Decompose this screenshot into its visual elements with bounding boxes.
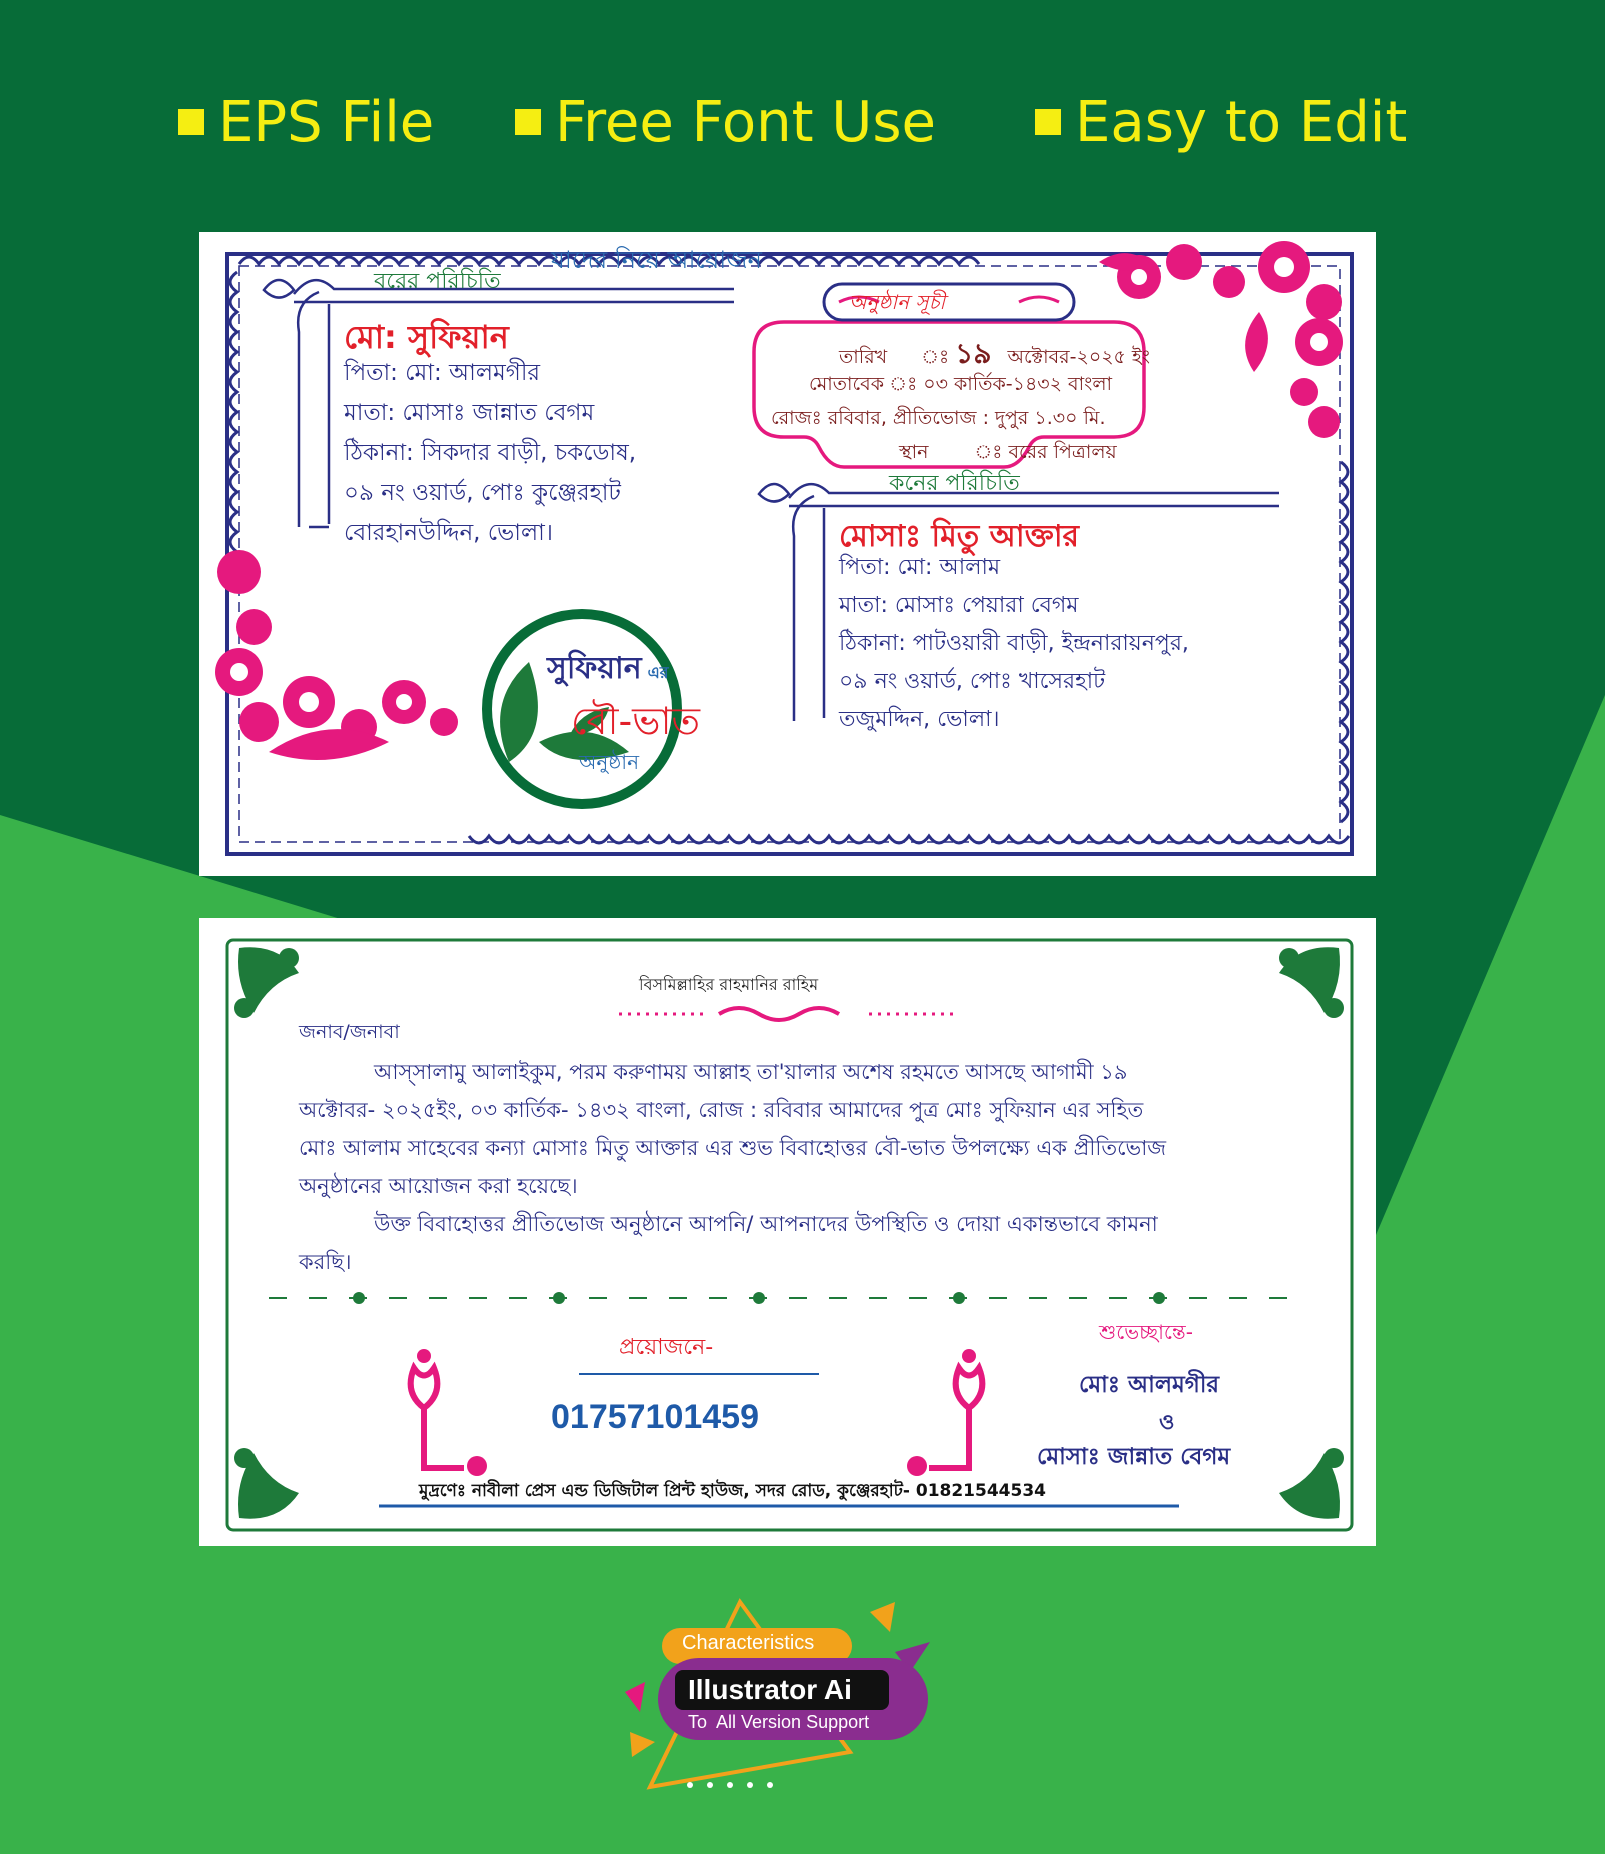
groom-address-2: ০৯ নং ওয়ার্ড, পোঃ কুঞ্জেরহাট xyxy=(344,480,621,506)
body-line-3: মোঃ আলাম সাহেবের কন্যা মোসাঃ মিতু আক্তার এর শুভ বিবাহোত্তর বৌ-ভাত উপলক্ষ্যে এক প্রীতিভোজ xyxy=(299,1136,1167,1160)
characteristics-badge xyxy=(620,1592,960,1802)
card-heading: যাদের নিয়ে আয়োজন xyxy=(551,246,763,274)
invitation-card-front xyxy=(199,232,1376,876)
schedule-date-row: তারিখ ঃ ১৯ অক্টোবর-২০২৫ ইং xyxy=(839,337,1150,370)
contact-phone: 01757101459 xyxy=(551,1398,760,1436)
emblem-subtitle: অনুষ্ঠান xyxy=(579,750,640,774)
body-line-6: করছি। xyxy=(299,1250,352,1274)
bride-address-2: ০৯ নং ওয়ার্ড, পোঃ খাসেরহাট xyxy=(839,669,1106,694)
schedule-day-time: রোজঃ রবিবার, প্রীতিভোজ : দুপুর ১.৩০ মি. xyxy=(771,407,1106,429)
bullet-square-icon xyxy=(178,109,204,135)
groom-mother: মাতা: মোসাঃ জান্নাত বেগম xyxy=(344,400,595,426)
wishes-label: শুভেচ্ছান্তে- xyxy=(1099,1320,1193,1344)
feature-eps: EPS File xyxy=(178,88,434,158)
wisher-2: মোসাঃ জান্নাত বেগম xyxy=(1037,1444,1231,1470)
groom-name: মো: সুফিয়ান xyxy=(344,318,509,356)
groom-father: পিতা: মো: আলমগীর xyxy=(344,360,541,386)
bride-section-title: কনের পরিচিতি xyxy=(889,471,1020,496)
bride-mother: মাতা: মোসাঃ পেয়ারা বেগম xyxy=(839,593,1079,618)
bismillah: বিসমিল্লাহির রাহমানির রাহিম xyxy=(639,975,819,994)
schedule-place: স্থান ঃ বরের পিত্রালয় xyxy=(899,441,1117,463)
body-line-4: অনুষ্ঠানের আয়োজন করা হয়েছে। xyxy=(299,1174,578,1198)
feature-free-font: Free Font Use xyxy=(515,88,936,158)
badge-main-label: Illustrator Ai xyxy=(688,1674,852,1705)
wisher-1: মোঃ আলমগীর xyxy=(1079,1372,1220,1398)
feature-easy-edit: Easy to Edit xyxy=(1035,88,1407,158)
schedule-bangla-date: মোতাবেক ঃ ০৩ কার্তিক-১৪৩২ বাংলা xyxy=(809,373,1112,395)
contact-label: প্রয়োজনে- xyxy=(619,1335,714,1360)
bride-father: পিতা: মো: আলাম xyxy=(839,555,1001,580)
invitation-card-back xyxy=(199,918,1376,1546)
groom-address-1: ঠিকানা: সিকদার বাড়ী, চকডোষ, xyxy=(344,440,637,466)
program-badge: অনুষ্ঠান সূচী xyxy=(849,290,946,314)
bullet-square-icon xyxy=(1035,109,1061,135)
emblem-name: সুফিয়ান এর xyxy=(547,651,669,686)
body-line-5: উক্ত বিবাহোত্তর প্রীতিভোজ অনুষ্ঠানে আপনি/ আপনাদের উপস্থিতি ও দোয়া একান্তভাবে কামনা xyxy=(374,1212,1158,1236)
bride-address-1: ঠিকানা: পাটওয়ারী বাড়ী, ইন্দ্রনারায়নপুর, xyxy=(839,631,1189,656)
printer-credit: মুদ্রণেঃ নাবীলা প্রেস এন্ড ডিজিটাল প্রিন্ট হাউজ, সদর রোড, কুঞ্জেরহাট- 01821544534 xyxy=(419,1481,1046,1501)
body-line-1: আস্‌সালামু আলাইকুম, পরম করুণাময় আল্লাহ তা'য়ালার অশেষ রহমতে আসছে আগামী ১৯ xyxy=(374,1060,1128,1084)
emblem-event: বৌ-ভাত xyxy=(571,699,700,743)
badge-sub-label: To All Version Support xyxy=(688,1712,870,1732)
bride-address-3: তজুমদ্দিন, ভোলা। xyxy=(839,707,1000,732)
groom-address-3: বোরহানউদ্দিন, ভোলা। xyxy=(344,520,553,546)
bullet-square-icon xyxy=(515,109,541,135)
wisher-and: ও xyxy=(1159,1410,1175,1434)
bride-name: মোসাঃ মিতু আক্তার xyxy=(839,519,1080,554)
salutation: জনাব/জনাবা xyxy=(299,1021,400,1043)
groom-section-title: বরের পরিচিতি xyxy=(374,269,501,294)
badge-top-label: Characteristics xyxy=(682,1632,815,1654)
body-line-2: অক্টোবর- ২০২৫ইং, ০৩ কার্তিক- ১৪৩২ বাংলা, রোজ : রবিবার আমাদের পুত্র মোঃ সুফিয়ান এর সহিত xyxy=(299,1098,1144,1122)
